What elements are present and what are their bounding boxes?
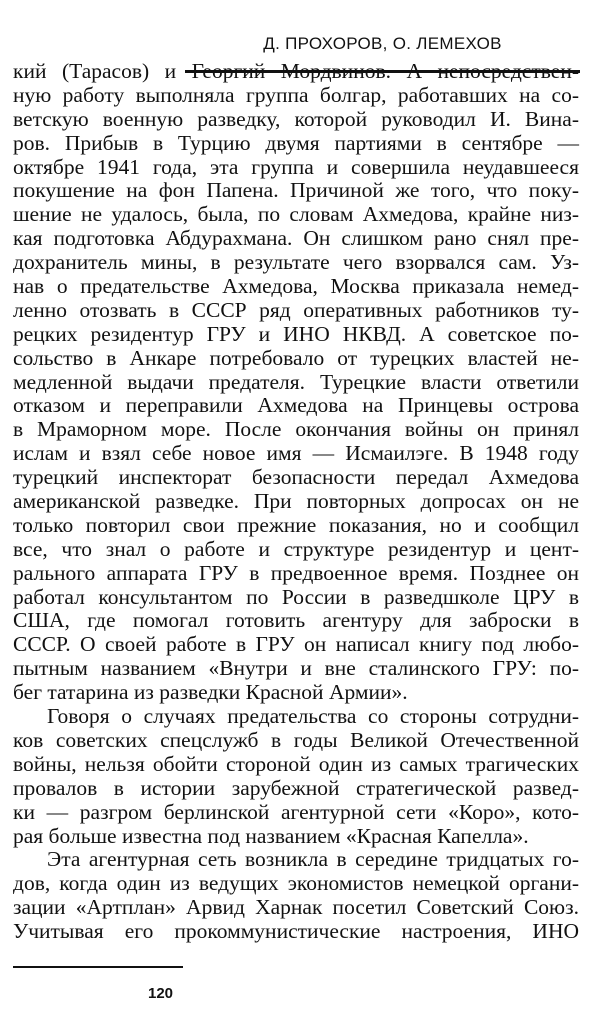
footnote-rule <box>13 966 183 968</box>
text-line: рая больше известна под названием «Красная Капелла». <box>13 823 529 848</box>
text-line: ки — разгром берлинской агентурной сети «Коро», кото- <box>13 799 579 824</box>
text-line: американской разведке. При повторных допросах он не <box>13 489 579 514</box>
text-line: нав о предательстве Ахмедова, Москва приказала немед- <box>13 274 579 299</box>
text-line: Эта агентурная сеть возникла в середине тридцатых го- <box>47 847 579 872</box>
text-line: ленно отозвать в СССР ряд оперативных работников ту- <box>13 297 579 322</box>
text-line: Говоря о случаях предательства со стороны сотрудни- <box>47 704 579 729</box>
body-text <box>13 60 579 944</box>
text-line: провалов в истории зарубежной стратегической развед- <box>13 775 579 800</box>
page-number: 120 <box>148 985 174 1002</box>
text-line: все, что знал о работе и структуре резидентур и цент- <box>13 536 579 561</box>
text-line: только повторил свои прежние показания, но и сообщил <box>13 512 579 537</box>
text-line: турецкий инспекторат безопасности передал Ахмедова <box>13 465 579 490</box>
text-line: шение не удалось, была, по словам Ахмедова, крайне низ- <box>13 202 579 227</box>
text-line: ислам и взял себе новое имя — Исмаилэге. В 1948 году <box>13 441 579 466</box>
text-line: работал консультантом по России в разведшколе ЦРУ в <box>13 584 579 609</box>
text-line: сольство в Анкаре потребовало от турецких властей не- <box>13 345 579 370</box>
text-line: США, где помогал готовить агентуру для заброски в <box>13 608 579 633</box>
text-line: отказом и переправили Ахмедова на Принцевы острова <box>13 393 579 418</box>
text-line: ветскую военную разведку, которой руководил И. Вина- <box>13 106 579 131</box>
running-head: Д. ПРОХОРОВ, О. ЛЕМЕХОВ <box>263 34 502 53</box>
text-line: пытным названием «Внутри и вне сталинского ГРУ: по- <box>13 656 579 681</box>
text-line: рального аппарата ГРУ в предвоенное время. Позднее он <box>13 560 579 585</box>
text-line: ную работу выполняла группа болгар, работавших на со- <box>13 82 579 107</box>
text-line: октябре 1941 года, эта группа и совершила неудавшееся <box>13 154 579 179</box>
text-line: кий (Тарасов) и Георгий Мордвинов. А непосредствен- <box>13 59 579 83</box>
text-line: СССР. О своей работе в ГРУ он написал книгу под любо- <box>13 632 579 657</box>
text-line: дов, когда один из ведущих экономистов немецкой органи- <box>13 871 579 896</box>
text-line: зации «Артплан» Арвид Харнак посетил Советский Союз. <box>13 895 579 920</box>
text-line: войны, нельзя обойти стороной один из самых трагических <box>13 751 579 776</box>
text-line: ров. Прибыв в Турцию двумя партиями в сентябре — <box>13 130 579 155</box>
text-line: рецких резидентур ГРУ и ИНО НКВД. А советское по- <box>13 321 579 346</box>
text-line: медленной выдачи предателя. Турецкие власти ответили <box>13 369 579 394</box>
text-line: кая подготовка Абдурахмана. Он слишком рано снял пре- <box>13 226 579 251</box>
text-line: покушение на фон Папена. Причиной же того, что поку- <box>13 178 579 203</box>
text-line: ков советских спецслужб в годы Великой Отечественной <box>13 727 579 752</box>
text-line: дохранитель мины, в результате чего взорвался сам. Уз- <box>13 250 579 275</box>
text-line: бег татарина из разведки Красной Армии». <box>13 680 408 705</box>
text-line: Учитывая его прокоммунистические настроения, ИНО <box>13 919 579 944</box>
text-line: в Мраморном море. После окончания войны он принял <box>13 417 579 442</box>
